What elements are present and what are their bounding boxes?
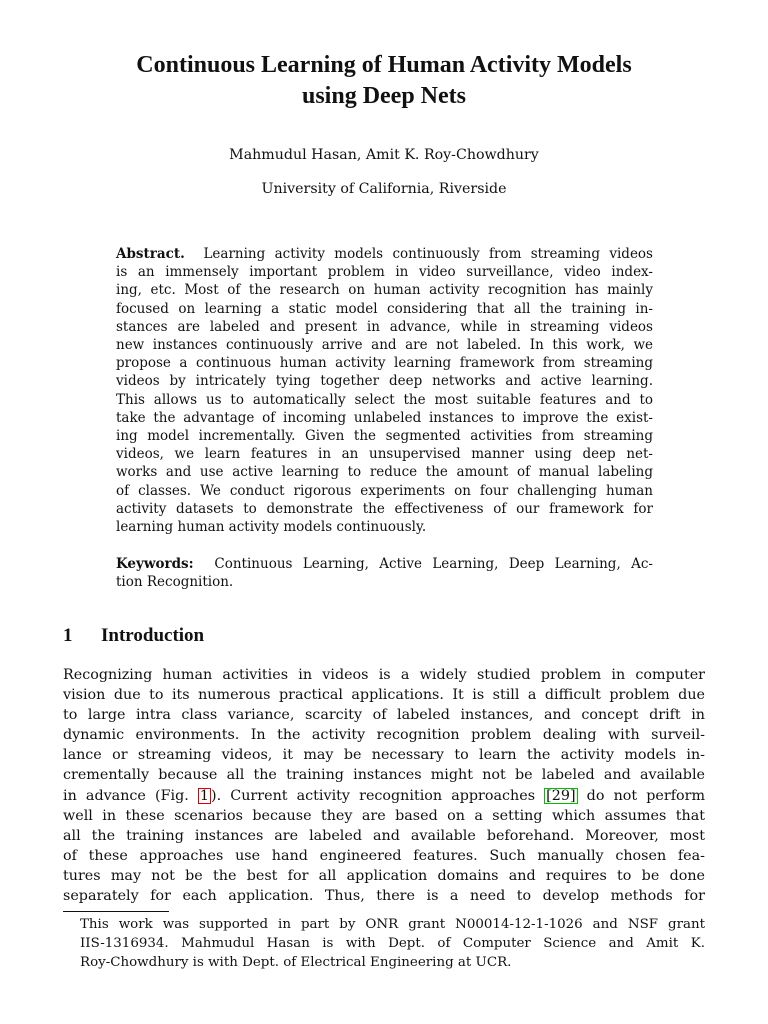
section-title: Introduction [101,625,205,646]
abstract-line: learning human activity models continuously. [116,519,427,536]
keywords-line [116,555,653,573]
introduction-paragraph [63,665,705,906]
author-list: Mahmudul Hasan, Amit K. Roy-Chowdhury [229,147,539,163]
abstract-line: is an immensely important problem in video surveillance, video index- [116,264,653,281]
paper-title-line-2: using Deep Nets [301,83,466,109]
body-line: crementally because all the training instances might not be labeled and available [63,767,705,784]
body-line: all the training instances are labeled and available beforehand. Moreover, most [63,827,705,844]
abstract [116,245,653,536]
section-number: 1 [63,625,73,646]
abstract-label: Abstract. [116,246,185,262]
keywords-line-text: Continuous Learning, Active Learning, Deep Learning, Ac- [214,556,653,572]
footnote-line: Roy-Chowdhury is with Dept. of Electrical Engineering at UCR. [80,955,512,970]
citation-link[interactable]: [29] [546,787,576,804]
abstract-line [116,245,653,263]
abstract-line: stances are labeled and present in advance, while in streaming videos [116,318,653,335]
abstract-line: ing model incrementally. Given the segmented activities from streaming [116,428,653,445]
body-text-fragment: in advance (Fig. [63,787,189,804]
body-line: of these approaches use hand engineered features. Such manually chosen fea- [63,847,705,864]
footnote-line: This work was supported in part by ONR grant N00014-12-1-1026 and NSF grant [80,917,705,932]
body-line: lance or streaming videos, it may be necessary to learn the activity models in- [63,747,705,764]
abstract-line: videos by intricately tying together deep networks and active learning. [116,373,653,390]
figure-reference-link[interactable]: 1 [199,787,210,804]
paper-title-line-1: Continuous Learning of Human Activity Models [136,52,632,78]
author-affiliation: University of California, Riverside [261,181,507,197]
body-text-fragment: ). Current activity recognition approaches [211,787,536,804]
keywords-label: Keywords: [116,556,194,572]
keywords-line: tion Recognition. [116,574,234,591]
abstract-line: ing, etc. Most of the research on human activity recognition has mainly [116,282,653,299]
abstract-line: take the advantage of incoming unlabeled instances to improve the exist- [116,409,653,426]
abstract-line: activity datasets to demonstrate the effectiveness of our framework for [116,500,653,517]
abstract-line: new instances continuously arrive and are not labeled. In this work, we [116,337,653,354]
section-heading [63,624,204,648]
keywords [116,555,653,591]
body-line: separately for each application. Thus, there is a need to develop methods for [63,888,705,905]
body-line: tures may not be the best for all application domains and requires to be done [63,867,705,884]
abstract-line: focused on learning a static model considering that all the training in- [116,300,653,317]
paper-title [40,50,728,112]
abstract-line-text: Learning activity models continuously from streaming videos [203,246,653,262]
body-line: well in these scenarios because they are based on a setting which assumes that [63,807,705,824]
body-text-fragment: do not perform [586,787,706,804]
abstract-line: works and use active learning to reduce the amount of manual labeling [116,464,653,481]
body-line: to large intra class variance, scarcity of labeled instances, and concept drift in [63,707,705,724]
abstract-line: propose a continuous human activity learning framework from streaming [116,355,653,372]
body-line: vision due to its numerous practical applications. It is still a difficult problem due [63,687,705,704]
abstract-line: This allows us to automatically select the most suitable features and to [116,391,653,408]
footnote-divider [63,911,169,912]
abstract-line: videos, we learn features in an unsupervised manner using deep net- [116,446,653,463]
body-line [63,786,705,806]
body-line: Recognizing human activities in videos is a widely studied problem in computer [63,667,705,683]
footnote-line: IIS-1316934. Mahmudul Hasan is with Dept. of Computer Science and Amit K. [80,936,705,951]
body-line: dynamic environments. In the activity recognition problem dealing with surveil- [63,727,705,744]
footnote [80,915,705,972]
abstract-line: of classes. We conduct rigorous experiments on four challenging human [116,482,653,499]
